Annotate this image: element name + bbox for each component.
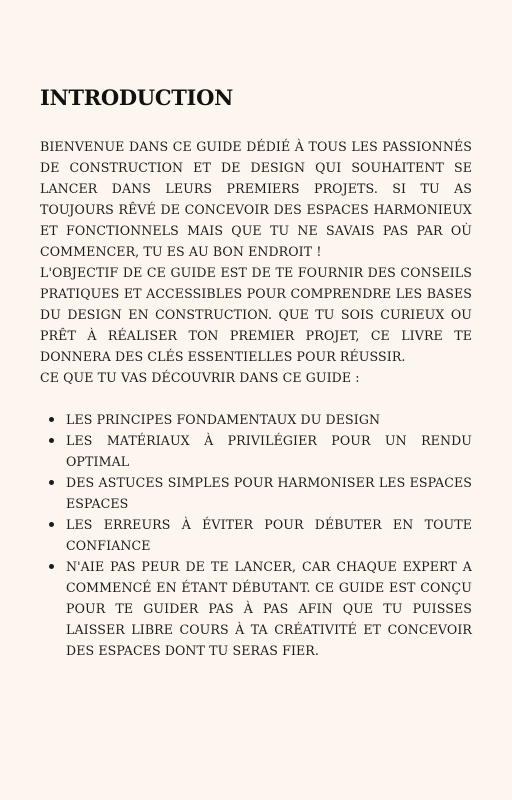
paragraph-list-lead: CE QUE TU VAS DÉCOUVRIR DANS CE GUIDE : xyxy=(40,370,360,385)
intro-body xyxy=(40,136,472,388)
bullet-icon xyxy=(49,438,54,443)
list-item xyxy=(40,409,472,430)
list-item-text: LES MATÉRIAUX À PRIVILÉGIER POUR UN RENDU OPTIMAL xyxy=(66,433,472,469)
bullet-icon xyxy=(49,564,54,569)
paragraph-objective: L'OBJECTIF DE CE GUIDE EST DE TE FOURNIR DES CONSEILS PRATIQUES ET ACCESSIBLES POUR COMPRENDRE LES BASES DU DESIGN EN CONSTRUCTION. QUE TU SOIS CURIEUX OU PRÊT À RÉALISER TON PREMIER PROJET, CE LIVRE TE DONNERA DES CLÉS ESSENTIELLES POUR RÉUSSIR. xyxy=(40,265,472,364)
bullet-icon xyxy=(49,480,54,485)
list-item xyxy=(40,556,472,661)
bullet-list xyxy=(40,409,472,661)
list-item-text: LES PRINCIPES FONDAMENTAUX DU DESIGN xyxy=(66,412,381,427)
list-item-text: LES ERREURS À ÉVITER POUR DÉBUTER EN TOUTE CONFIANCE xyxy=(66,517,472,553)
list-item xyxy=(40,430,472,472)
list-item-text: DES ASTUCES SIMPLES POUR HARMONISER LES ESPACES ESPACES xyxy=(66,475,472,511)
paragraph-welcome: BIENVENUE DANS CE GUIDE DÉDIÉ À TOUS LES PASSIONNÉS DE CONSTRUCTION ET DE DESIGN QUI SOUHAITENT SE LANCER DANS LEURS PREMIERS PROJETS. SI TU AS TOUJOURS RÊVÉ DE CONCEVOIR DES ESPACES HARMONIEUX ET FONCTIONNELS MAIS QUE TU NE SAVAIS PAS PAR OÙ COMMENCER, TU ES AU BON ENDROIT ! xyxy=(40,139,472,259)
list-item xyxy=(40,472,472,514)
bullet-icon xyxy=(49,417,54,422)
list-item xyxy=(40,514,472,556)
bullet-icon xyxy=(49,522,54,527)
list-item-text: N'AIE PAS PEUR DE TE LANCER, CAR CHAQUE EXPERT A COMMENCÉ EN ÉTANT DÉBUTANT. CE GUIDE EST CONÇU POUR TE GUIDER PAS À PAS AFIN QUE TU PUISSES LAISSER LIBRE COURS À TA CRÉATIVITÉ ET CONCEVOIR DES ESPACES DONT TU SERAS FIER. xyxy=(66,559,472,658)
page-title: INTRODUCTION xyxy=(40,85,233,110)
document-page xyxy=(40,84,472,661)
